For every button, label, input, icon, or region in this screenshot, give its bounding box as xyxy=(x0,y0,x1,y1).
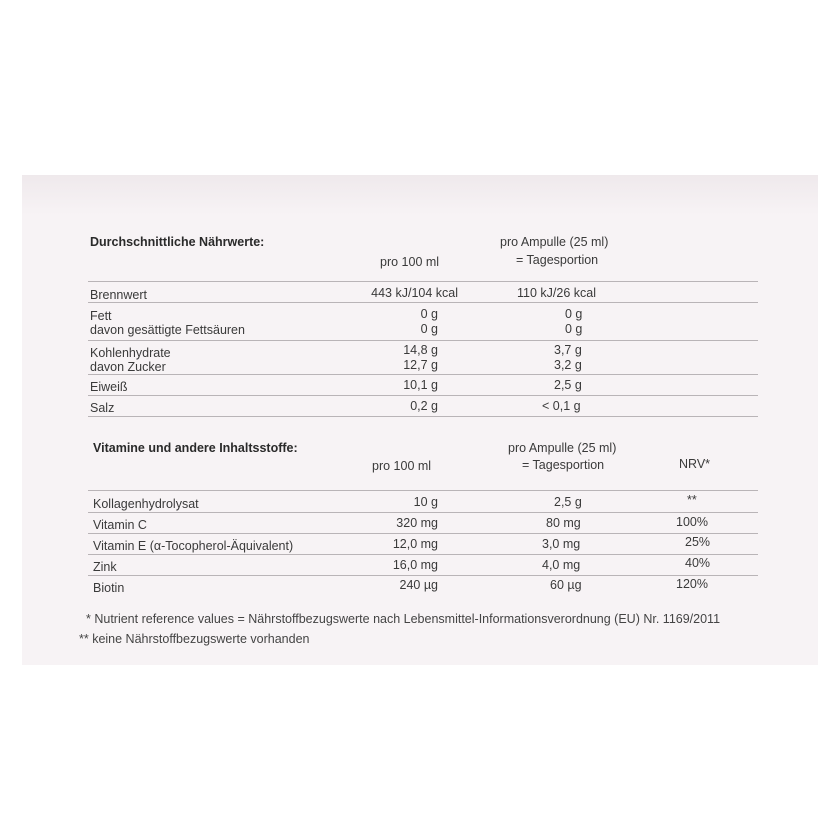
footnote-nrv: * Nutrient reference values = Nährstoffbezugswerte nach Lebensmittel-Informationsverordnung (EU) Nr. 1169/2011 xyxy=(86,612,721,626)
divider xyxy=(88,554,758,555)
row-ampoule: 3,7 g xyxy=(554,343,582,357)
row-per100: 0,2 g xyxy=(410,399,438,413)
nutrition-heading: Durchschnittliche Nährwerte: xyxy=(90,235,265,249)
row-per100: 443 kJ/104 kcal xyxy=(371,286,458,300)
row-per100: 14,8 g xyxy=(403,343,438,357)
row-nrv: 40% xyxy=(685,556,711,570)
row-per100: 0 g xyxy=(420,307,438,321)
vitamins-col-ampoule-1: pro Ampulle (25 ml) xyxy=(508,441,617,455)
row-label: Zink xyxy=(93,560,117,574)
row-ampoule: 2,5 g xyxy=(554,378,582,392)
panel-shade xyxy=(22,175,818,215)
row-ampoule: 4,0 mg xyxy=(542,558,581,572)
row-per100: 240 µg xyxy=(399,578,438,592)
row-ampoule: < 0,1 g xyxy=(542,399,581,413)
divider xyxy=(88,512,758,513)
divider xyxy=(88,281,758,282)
vitamins-heading: Vitamine und andere Inhaltsstoffe: xyxy=(93,441,298,455)
row-per100: 10 g xyxy=(413,495,438,509)
row-nrv: 120% xyxy=(676,577,708,591)
row-label: Vitamin C xyxy=(93,518,147,532)
row-ampoule: 2,5 g xyxy=(554,495,582,509)
row-label: Fett xyxy=(90,309,112,323)
row-label: Biotin xyxy=(93,581,125,595)
divider xyxy=(88,395,758,396)
row-label: Brennwert xyxy=(90,288,147,302)
nutrition-col-per100: pro 100 ml xyxy=(380,255,440,269)
row-per100: 12,7 g xyxy=(403,358,438,372)
row-nrv: 100% xyxy=(676,515,708,529)
divider xyxy=(88,302,758,303)
vitamins-col-nrv: NRV* xyxy=(679,457,711,471)
row-ampoule: 3,0 mg xyxy=(542,537,581,551)
row-label: Kollagenhydrolysat xyxy=(93,497,199,511)
row-label: Kohlenhydrate xyxy=(90,346,171,360)
row-per100: 0 g xyxy=(420,322,438,336)
divider xyxy=(88,340,758,341)
divider xyxy=(88,575,758,576)
row-ampoule: 80 mg xyxy=(546,516,581,530)
row-label: Salz xyxy=(90,401,115,415)
row-nrv: 25% xyxy=(685,535,711,549)
nutrition-col-ampoule-2: = Tagesportion xyxy=(516,253,599,267)
row-label: Vitamin E (α-Tocopherol-Äquivalent) xyxy=(93,539,294,553)
vitamins-col-per100: pro 100 ml xyxy=(372,459,432,473)
row-label: davon gesättigte Fettsäuren xyxy=(90,323,245,337)
row-ampoule: 3,2 g xyxy=(554,358,582,372)
divider xyxy=(88,416,758,417)
vitamins-col-ampoule-2: = Tagesportion xyxy=(522,458,605,472)
row-ampoule: 60 µg xyxy=(550,578,582,592)
row-per100: 10,1 g xyxy=(403,378,438,392)
row-ampoule: 0 g xyxy=(565,322,583,336)
row-per100: 16,0 mg xyxy=(392,558,438,572)
row-nrv: ** xyxy=(687,493,697,507)
row-per100: 12,0 mg xyxy=(392,537,438,551)
divider xyxy=(88,490,758,491)
row-ampoule: 0 g xyxy=(565,307,583,321)
row-ampoule: 110 kJ/26 kcal xyxy=(517,286,596,300)
row-label: davon Zucker xyxy=(90,360,166,374)
divider xyxy=(88,533,758,534)
footnote-no-nrv: ** keine Nährstoffbezugswerte vorhanden xyxy=(79,632,310,646)
nutrition-col-ampoule-1: pro Ampulle (25 ml) xyxy=(500,235,609,249)
divider xyxy=(88,374,758,375)
row-label: Eiweiß xyxy=(90,380,128,394)
row-per100: 320 mg xyxy=(396,516,438,530)
